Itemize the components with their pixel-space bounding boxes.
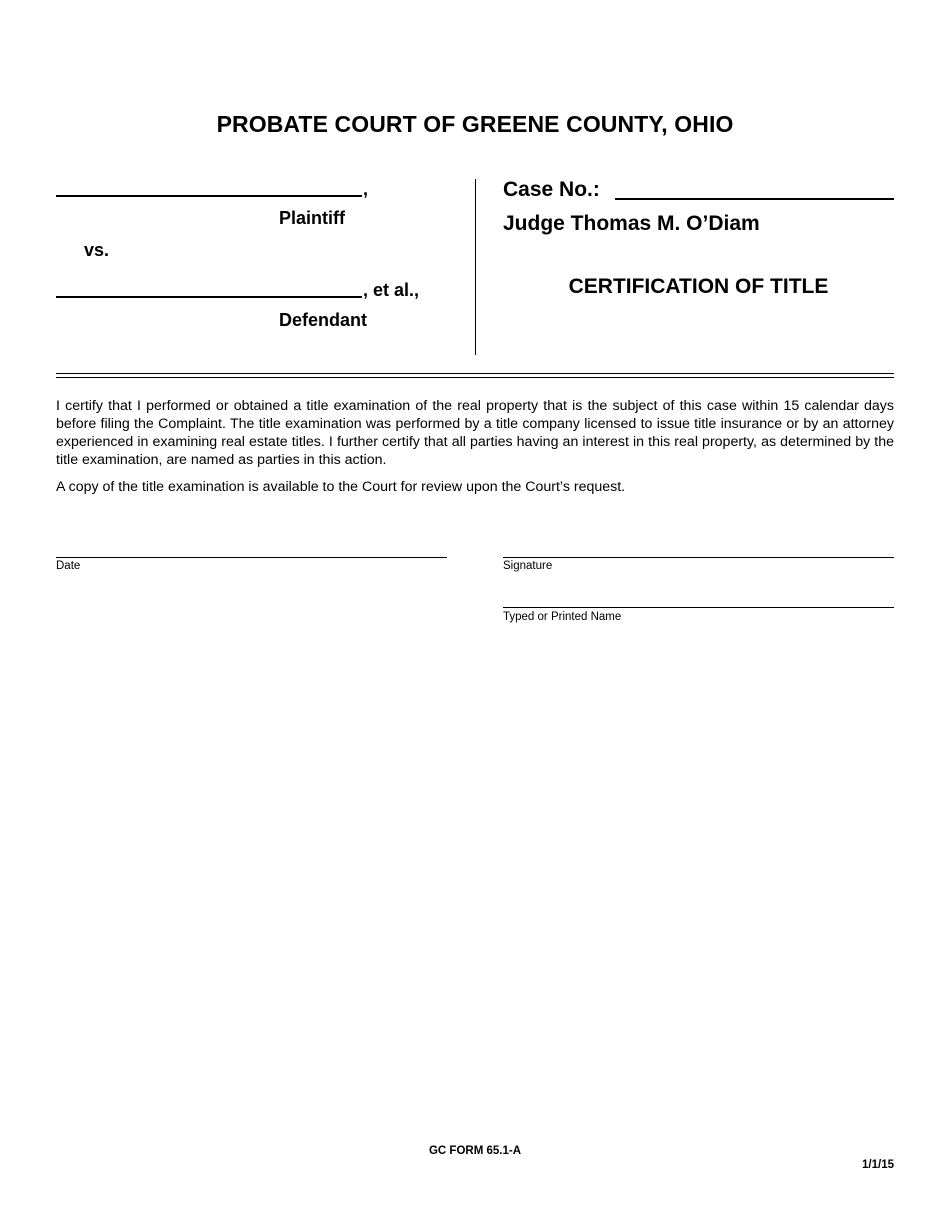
date-field[interactable]	[56, 557, 447, 558]
printed-name-field[interactable]	[503, 607, 894, 608]
defendant-label: Defendant	[279, 310, 368, 330]
revision-date: 1/1/15	[862, 1159, 894, 1171]
signature-label: Signature	[503, 560, 553, 572]
section-rule-top	[56, 373, 894, 374]
defendant-et-al: , et al.,	[363, 280, 420, 300]
judge-label: Judge Thomas M. O’Diam	[503, 212, 760, 235]
caption-divider	[475, 179, 476, 355]
signature-field[interactable]	[503, 557, 894, 558]
date-label: Date	[56, 560, 81, 572]
case-no-field[interactable]	[615, 198, 894, 200]
court-title: PROBATE COURT OF GREENE COUNTY, OHIO	[216, 111, 734, 137]
case-no-label: Case No.:	[503, 178, 600, 201]
certification-paragraph: I certify that I performed or obtained a title examination of the real property that is the subject of this case within 15 calendar days before filing the Complaint. The title examination was performed by a title company licensed to issue title insurance or by an attorney experienced in examining real estate titles. I further certify that all parties having an interest in this real property, as determined by the title examination, are named as parties in this action.	[56, 398, 894, 468]
document-title: CERTIFICATION OF TITLE	[568, 275, 829, 298]
printed-name-label: Typed or Printed Name	[503, 611, 622, 623]
plaintiff-comma: ,	[363, 179, 369, 199]
defendant-name-field[interactable]	[56, 296, 362, 298]
plaintiff-label: Plaintiff	[279, 208, 345, 228]
availability-paragraph: A copy of the title examination is available to the Court for review upon the Court’s request.	[56, 479, 626, 495]
form-number: GC FORM 65.1-A	[428, 1145, 521, 1157]
vs-label: vs.	[84, 240, 110, 260]
plaintiff-name-field[interactable]	[56, 195, 362, 197]
section-rule-bottom	[56, 377, 894, 378]
